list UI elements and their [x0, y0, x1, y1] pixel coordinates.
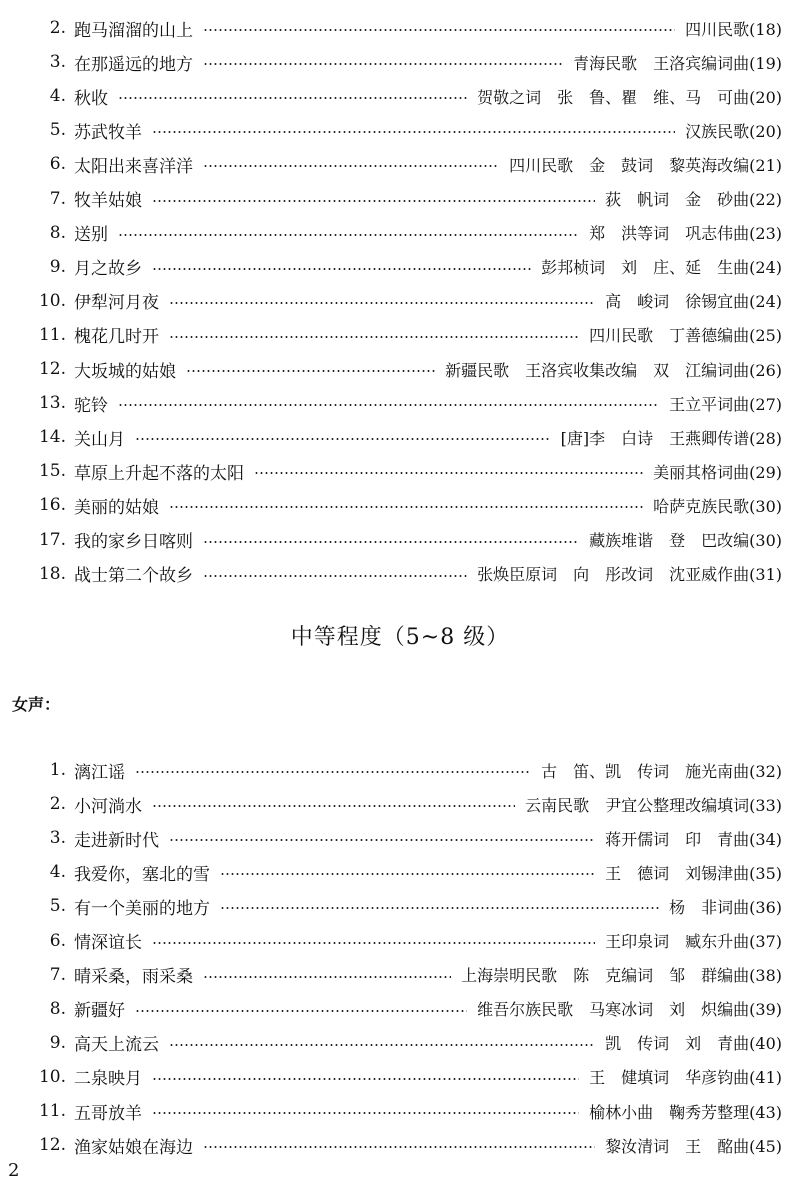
- entry-title: 漓江谣: [74, 762, 125, 783]
- entry-number: 5.: [49, 896, 66, 917]
- toc-entry: [0, 1131, 800, 1159]
- entry-number: 16.: [38, 495, 66, 516]
- dot-leader: [152, 942, 595, 944]
- dot-leader: [186, 370, 435, 372]
- entry-number: 14.: [38, 427, 66, 448]
- entry-title: 有一个美丽的地方: [74, 898, 210, 919]
- page-number: 2: [8, 1160, 20, 1181]
- toc-entry: [0, 790, 800, 818]
- dot-leader: [152, 268, 531, 270]
- dot-leader: [169, 336, 579, 338]
- entry-credit: 青海民歌 王洛宾编词曲(19): [573, 53, 782, 73]
- dot-leader: [135, 771, 531, 773]
- entry-number: 18.: [38, 563, 66, 584]
- toc-entry: [0, 1063, 800, 1091]
- entry-number: 6.: [49, 154, 66, 175]
- toc-entry: [0, 961, 800, 989]
- entry-credit: 黎汝清词 王 酩曲(45): [605, 1136, 782, 1156]
- toc-entry: [0, 82, 800, 110]
- entry-number: 1.: [49, 760, 66, 780]
- entry-number: 5.: [49, 120, 66, 141]
- entry-credit: 荻 帆词 金 砂曲(22): [605, 190, 782, 209]
- entry-title: 晴采桑，雨采桑: [74, 967, 193, 988]
- entry-title: 情深谊长: [74, 933, 142, 953]
- dot-leader: [254, 472, 643, 474]
- entry-credit: 榆林小曲 鞠秀芳整理(43): [589, 1102, 782, 1122]
- toc-entry: [0, 457, 800, 485]
- dot-leader: [203, 29, 675, 31]
- entry-credit: 贺敬之词 张 鲁、瞿 维、马 可曲(20): [477, 87, 782, 107]
- toc-entry: [0, 526, 800, 554]
- entry-number: 13.: [38, 393, 66, 414]
- entry-title: 二泉映月: [74, 1069, 142, 1090]
- dot-leader: [220, 873, 595, 875]
- entry-credit: 张焕臣原词 向 彤改词 沈亚威作曲(31): [477, 565, 782, 585]
- dot-leader: [203, 63, 563, 65]
- entry-title: 驼铃: [74, 395, 108, 416]
- entry-number: 3.: [49, 52, 66, 73]
- entry-title: 牧羊姑娘: [74, 191, 142, 211]
- entry-number: 6.: [49, 930, 66, 951]
- toc-entry: [0, 48, 800, 76]
- entry-credit: 王 德词 刘锡津曲(35): [605, 863, 782, 883]
- toc-entry: [0, 756, 800, 784]
- toc-entry: [0, 116, 800, 144]
- dot-leader: [152, 1112, 579, 1114]
- entry-title: 大坂城的姑娘: [74, 361, 176, 382]
- entry-number: 3.: [49, 828, 66, 849]
- entry-number: 8.: [49, 998, 66, 1019]
- entry-number: 4.: [49, 86, 66, 107]
- entry-credit: 藏族堆谐 登 巴改编(30): [589, 531, 782, 550]
- dot-leader: [203, 165, 499, 167]
- toc-entry: [0, 927, 800, 955]
- entry-credit: 王 健填词 华彦钧曲(41): [589, 1068, 782, 1088]
- entry-title: 秋收: [74, 88, 108, 109]
- entry-number: 7.: [49, 964, 66, 985]
- dot-leader: [203, 541, 579, 543]
- entry-credit: [唐]李 白诗 王燕卿传谱(28): [560, 428, 782, 448]
- entry-title: 草原上升起不落的太阳: [74, 463, 244, 484]
- dot-leader: [135, 438, 551, 440]
- toc-entry: [0, 423, 800, 451]
- entry-credit: 上海崇明民歌 陈 克编词 邹 群编曲(38): [461, 966, 782, 986]
- toc-entry: [0, 995, 800, 1023]
- toc-entry: [0, 253, 800, 281]
- entry-number: 10.: [38, 290, 66, 311]
- entry-number: 15.: [38, 461, 66, 482]
- entry-number: 8.: [49, 222, 66, 243]
- toc-entry: [0, 1029, 800, 1057]
- entry-title: 美丽的姑娘: [74, 497, 159, 518]
- toc-entry: [0, 321, 800, 349]
- dot-leader: [203, 976, 451, 978]
- entry-credit: 蒋开儒词 印 青曲(34): [605, 829, 782, 849]
- entry-credit: 云南民歌 尹宜公整理改编填词(33): [525, 795, 782, 815]
- entry-title: 新疆好: [74, 1001, 125, 1022]
- toc-entry: [0, 858, 800, 886]
- toc-entry: [0, 150, 800, 178]
- dot-leader: [118, 234, 579, 236]
- entry-credit: 哈萨克族民歌(30): [653, 496, 782, 516]
- entry-number: 11.: [38, 1101, 66, 1121]
- entry-title: 月之故乡: [74, 259, 142, 280]
- toc-entry: [0, 219, 800, 247]
- entry-title: 跑马溜溜的山上: [74, 20, 193, 41]
- section-heading: 中等程度（5~8 级）: [290, 625, 510, 650]
- entry-credit: 王印泉词 臧东升曲(37): [605, 932, 782, 951]
- entry-title: 送别: [74, 225, 108, 246]
- toc-entry: [0, 824, 800, 852]
- entry-credit: 古 笛、凯 传词 施光南曲(32): [541, 761, 782, 781]
- dot-leader: [220, 907, 659, 909]
- toc-entry: [0, 560, 800, 588]
- entry-number: 10.: [38, 1066, 66, 1087]
- entry-credit: 凯 传词 刘 青曲(40): [605, 1034, 782, 1054]
- toc-entry: [0, 355, 800, 383]
- toc-entry: [0, 1097, 800, 1125]
- entry-credit: 四川民歌 金 鼓词 黎英海改编(21): [509, 155, 782, 175]
- toc-entry: [0, 185, 800, 213]
- entry-title: 小河淌水: [74, 796, 142, 817]
- dot-leader: [169, 506, 643, 508]
- dot-leader: [169, 302, 595, 304]
- entry-credit: 杨 非词曲(36): [669, 897, 782, 917]
- dot-leader: [203, 1146, 595, 1148]
- dot-leader: [118, 97, 467, 99]
- entry-title: 五哥放羊: [74, 1103, 142, 1124]
- dot-leader: [169, 1044, 595, 1046]
- entry-credit: 维吾尔族民歌 马寒冰词 刘 炽编曲(39): [477, 1000, 782, 1020]
- toc-entry: [0, 892, 800, 920]
- entry-number: 4.: [49, 862, 66, 883]
- entry-credit: 新疆民歌 王洛宾收集改编 双 江编词曲(26): [445, 360, 782, 380]
- entry-number: 9.: [49, 1032, 66, 1053]
- entry-credit: 郑 洪等词 巩志伟曲(23): [589, 224, 782, 244]
- entry-credit: 美丽其格词曲(29): [653, 462, 782, 482]
- entry-credit: 彭邦桢词 刘 庄、延 生曲(24): [541, 258, 782, 278]
- dot-leader: [203, 575, 467, 577]
- entry-number: 7.: [49, 188, 66, 209]
- entry-title: 关山月: [74, 429, 125, 450]
- entry-number: 12.: [38, 359, 66, 379]
- dot-leader: [152, 805, 515, 807]
- entry-number: 11.: [38, 324, 66, 345]
- entry-title: 槐花几时开: [74, 327, 159, 348]
- dot-leader: [152, 1078, 579, 1080]
- entry-title: 伊犁河月夜: [74, 293, 159, 314]
- toc-entry: [0, 287, 800, 315]
- entry-title: 战士第二个故乡: [74, 566, 193, 587]
- entry-credit: 王立平词曲(27): [669, 394, 782, 414]
- entry-number: 2.: [49, 18, 66, 38]
- toc-entry: [0, 14, 800, 42]
- entry-title: 我爱你，塞北的雪: [74, 864, 210, 885]
- entry-credit: 四川民歌(18): [685, 19, 782, 39]
- entry-credit: 四川民歌 丁善德编曲(25): [589, 326, 782, 346]
- toc-entry: [0, 491, 800, 519]
- entry-number: 9.: [49, 256, 66, 277]
- entry-number: 12.: [38, 1135, 66, 1156]
- entry-title: 高天上流云: [74, 1035, 159, 1056]
- dot-leader: [152, 131, 675, 133]
- entry-title: 我的家乡日喀则: [74, 532, 193, 552]
- dot-leader: [152, 200, 595, 202]
- toc-entry: [0, 389, 800, 417]
- entry-credit: 高 峻词 徐锡宜曲(24): [605, 292, 782, 312]
- entry-title: 走进新时代: [74, 830, 159, 851]
- entry-title: 太阳出来喜洋洋: [74, 156, 193, 177]
- voice-category-label: 女声：: [12, 695, 61, 714]
- dot-leader: [118, 404, 659, 406]
- entry-number: 17.: [38, 529, 66, 550]
- entry-title: 在那遥远的地方: [74, 54, 193, 75]
- entry-credit: 汉族民歌(20): [685, 121, 782, 141]
- dot-leader: [169, 839, 595, 841]
- entry-number: 2.: [49, 794, 66, 815]
- entry-title: 渔家姑娘在海边: [74, 1137, 193, 1158]
- entry-title: 苏武牧羊: [74, 122, 142, 143]
- dot-leader: [135, 1010, 467, 1012]
